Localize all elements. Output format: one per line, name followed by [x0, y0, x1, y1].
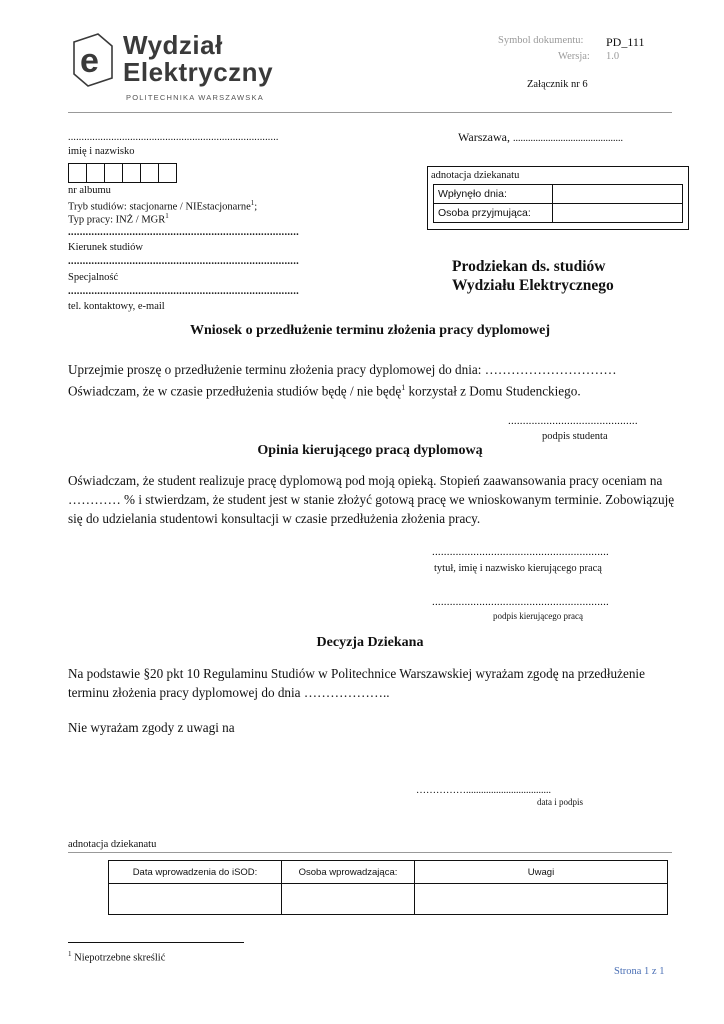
- isod-date-cell[interactable]: [109, 884, 282, 915]
- addressee-line2: Wydziału Elektrycznego: [452, 277, 614, 294]
- study-mode-tail: ;: [254, 201, 258, 213]
- svg-text:e: e: [80, 42, 99, 80]
- decision-title: Decyzja Dziekana: [316, 635, 424, 650]
- request-line1: Uprzejmie proszę o przedłużenie terminu złożenia pracy dyplomowej do dnia: …………………………: [68, 362, 617, 377]
- decision-text: Na podstawie §20 pkt 10 Regulaminu Studiów w Politechnice Warszawskiej wyrażam zgodę na przedłużenie terminu złożenia pracy dyplomowej do dnia ………………..: [68, 666, 645, 700]
- request-line2-b: korzystał z Domu Studenckiego.: [405, 383, 581, 399]
- logo-emblem-icon: [68, 32, 118, 88]
- isod-date-header: Data wprowadzenia do iSOD:: [109, 861, 282, 884]
- thesis-type: [68, 210, 169, 227]
- album-label: nr albumu: [68, 185, 111, 196]
- specialization-dotted-line: ...............................................................................: [68, 256, 300, 267]
- footnote-ref: 1: [250, 199, 255, 207]
- supervisor-name-label: tytuł, imię i nazwisko kierującego pracą: [434, 563, 602, 574]
- symbol-value: PD_111: [606, 35, 645, 49]
- bottom-annotation-divider: [68, 852, 672, 853]
- city-label: Warszawa,: [458, 130, 511, 144]
- request-title: Wniosek o przedłużenie terminu złożenia pracy dyplomowej: [189, 323, 551, 338]
- supervisor-name-line[interactable]: ............................................................: [432, 546, 609, 558]
- footnote: [68, 950, 165, 964]
- faculty-logo: [68, 30, 274, 102]
- album-digit-box[interactable]: [159, 164, 177, 183]
- footnote-ref: 1: [401, 383, 406, 392]
- request-line2-a: Oświadczam, że w czasie przedłużenia studiów będę / nie będę: [68, 383, 402, 399]
- place-date: [458, 130, 623, 145]
- header-divider: [68, 112, 672, 113]
- field-label: Kierunek studiów: [68, 242, 143, 253]
- dean-annotation-title: adnotacja dziekanatu: [431, 170, 520, 181]
- supervisor-signature-line[interactable]: ............................................................: [432, 596, 609, 608]
- footnote-number: 1: [68, 950, 72, 958]
- isod-table: [108, 860, 668, 915]
- album-digit-box[interactable]: [141, 164, 159, 183]
- contact-dotted-line: ...............................................................................: [68, 286, 300, 297]
- receiver-cell[interactable]: [553, 204, 683, 223]
- field-dotted-line: ...............................................................................: [68, 227, 300, 238]
- study-mode-text: Tryb studiów: stacjonarne / NIEstacjonarne: [68, 201, 251, 213]
- album-number-boxes[interactable]: [68, 163, 177, 183]
- album-digit-box[interactable]: [87, 164, 105, 183]
- logo-title-line1: Wydział: [123, 30, 223, 60]
- dean-signature-label: data i podpis: [537, 797, 583, 807]
- isod-notes-cell[interactable]: [415, 884, 668, 915]
- dean-signature-line[interactable]: ……………..................................: [416, 785, 551, 796]
- symbol-label: Symbol dokumentu:: [498, 35, 584, 46]
- student-signature-line[interactable]: ............................................: [508, 415, 638, 427]
- album-digit-box[interactable]: [105, 164, 123, 183]
- opinion-title: Opinia kierującego pracą dyplomową: [257, 443, 483, 458]
- version-label: Wersja:: [558, 51, 590, 62]
- addressee-line1: Prodziekan ds. studiów: [452, 258, 606, 275]
- logo-subtitle: POLITECHNIKA WARSZAWSKA: [126, 93, 264, 102]
- version-value: 1.0: [606, 51, 620, 62]
- request-line2: [68, 378, 581, 400]
- specialization-label: Specjalność: [68, 272, 119, 283]
- isod-person-cell[interactable]: [282, 884, 415, 915]
- received-date-cell[interactable]: [553, 185, 683, 204]
- isod-notes-header: Uwagi: [415, 861, 668, 884]
- thesis-type-text: Typ pracy: INŻ / MGR: [68, 214, 166, 226]
- received-date-label: Wpłynęło dnia:: [434, 185, 553, 204]
- footnote-divider: [68, 942, 244, 943]
- isod-person-header: Osoba wprowadzająca:: [282, 861, 415, 884]
- student-signature-label: podpis studenta: [542, 431, 608, 442]
- supervisor-signature-label: podpis kierującego pracą: [493, 611, 583, 621]
- bottom-annotation-title: adnotacja dziekanatu: [68, 839, 157, 850]
- date-dotted-line: ............................................: [513, 133, 624, 144]
- refusal-text: Nie wyrażam zgody z uwagi na: [68, 720, 235, 735]
- album-digit-box[interactable]: [69, 164, 87, 183]
- dean-annotation-table: [433, 184, 683, 223]
- footnote-text: Niepotrzebne skreślić: [71, 952, 166, 964]
- opinion-text: Oświadczam, że student realizuje pracę dyplomową pod moją opieką. Stopień zaawansowania pracy oceniam na ………… % i stwierdzam, że student jest w stanie złożyć gotową pracę we wnioskowanym terminie. Zobowiązuję się do udzielania studentowi konsultacji w czasie przedłużenia złożenia pracy.: [68, 473, 675, 526]
- album-digit-box[interactable]: [123, 164, 141, 183]
- page-number: Strona 1 z 1: [614, 966, 665, 977]
- attachment-label: Załącznik nr 6: [527, 79, 588, 90]
- name-dotted-line: ..............................................................................: [68, 132, 279, 143]
- receiver-label: Osoba przyjmująca:: [434, 204, 553, 223]
- dean-annotation-box: [427, 166, 689, 230]
- name-label: imię i nazwisko: [68, 146, 135, 157]
- contact-label: tel. kontaktowy, e-mail: [68, 301, 165, 312]
- footnote-ref: 1: [165, 212, 169, 220]
- logo-title-line2: Elektryczny: [123, 57, 274, 87]
